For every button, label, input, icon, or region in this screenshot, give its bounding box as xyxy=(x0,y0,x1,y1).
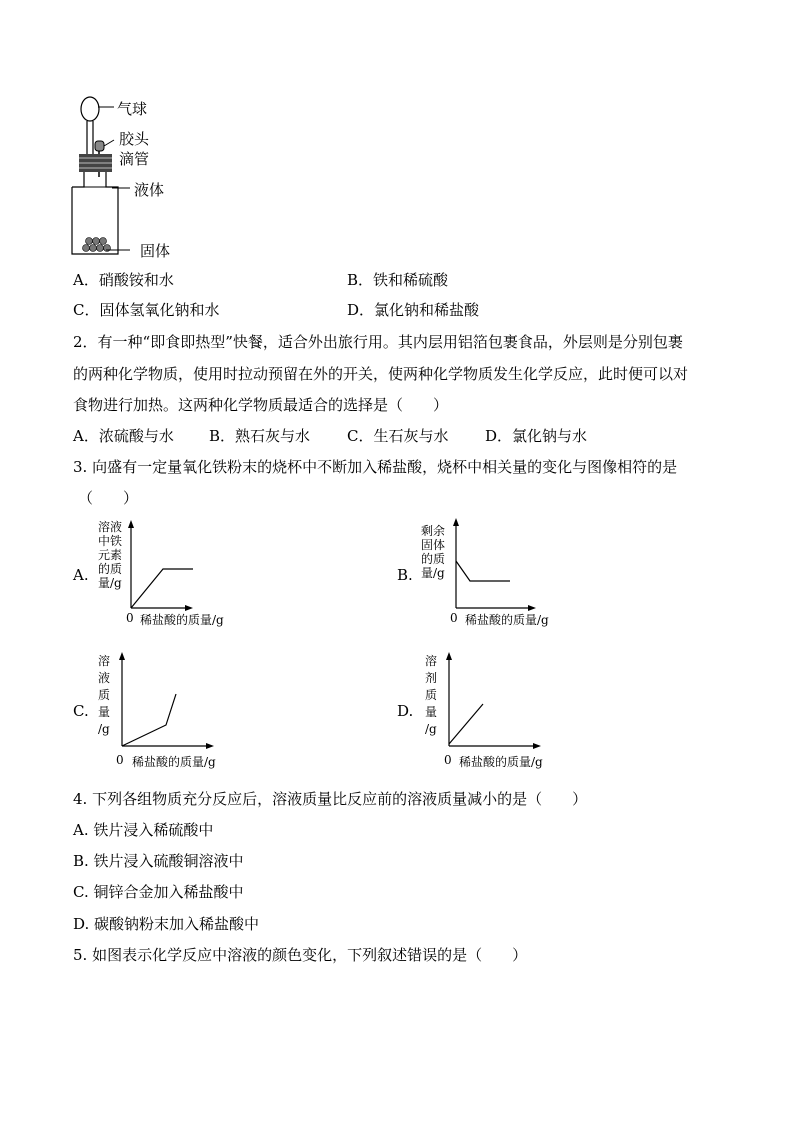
q3-graph-c-ylabel: 溶 液 质 量 /g xyxy=(98,654,111,736)
q3-graph-b-ylabel: 剩余 固体 的质 量/g xyxy=(421,524,446,580)
q3-stem-line-2: （ ） xyxy=(78,489,139,507)
q5-stem: 5. 如图表示化学反应中溶液的颜色变化，下列叙述错误的是（ ） xyxy=(73,946,528,964)
q2-stem-line-1: 2．有一种“即食即热型”快餐，适合外出旅行用。其内层用铝箔包裹食品，外层则是分别包裹 xyxy=(73,333,683,351)
q1-option-c[interactable]: C．固体氢氧化钠和水 xyxy=(73,301,220,319)
q2-stem-line-2: 的两种化学物质，使用时拉动预留在外的开关，使两种化学物质发生化学反应，此时便可以对 xyxy=(73,365,689,383)
q3-graph-d-ylabel: 溶 剂 质 量 /g xyxy=(425,654,438,736)
q3-graph-b-letter[interactable]: B. xyxy=(397,566,413,584)
q3-graph-c-origin: 0 xyxy=(116,753,124,767)
q1-option-a[interactable]: A．硝酸铵和水 xyxy=(73,271,174,289)
label-balloon: 气球 xyxy=(117,100,148,118)
q4-option-a[interactable]: A. 铁片浸入稀硫酸中 xyxy=(73,821,214,839)
q3-graph-a-xlabel: 稀盐酸的质量/g xyxy=(140,613,224,627)
dropper-bulb xyxy=(95,141,104,151)
q2-stem-line-3: 食物进行加热。这两种化学物质最适合的选择是（ ） xyxy=(73,396,449,414)
q2-option-b[interactable]: B．熟石灰与水 xyxy=(209,427,311,445)
q3-graph-b-plot xyxy=(450,518,540,612)
q3-graph-b-origin: 0 xyxy=(450,611,458,625)
q2-option-a[interactable]: A．浓硫酸与水 xyxy=(73,427,174,445)
q3-graph-d-letter[interactable]: D. xyxy=(397,702,414,720)
q3-graph-d-origin: 0 xyxy=(444,753,452,767)
q4-option-c[interactable]: C. 铜锌合金加入稀盐酸中 xyxy=(73,883,244,901)
q2-option-c[interactable]: C．生石灰与水 xyxy=(347,427,449,445)
q3-graph-c-plot xyxy=(116,652,218,750)
q1-option-b[interactable]: B．铁和稀硫酸 xyxy=(347,271,449,289)
q3-graph-a-plot xyxy=(125,520,195,612)
label-dropper-1: 胶头 xyxy=(119,130,150,148)
q3-graph-d-xlabel: 稀盐酸的质量/g xyxy=(459,755,543,769)
q3-graph-c-curve xyxy=(122,694,176,746)
q3-stem-line-1: 3. 向盛有一定量氧化铁粉末的烧杯中不断加入稀盐酸，烧杯中相关量的变化与图像相符的是 xyxy=(73,458,678,476)
q3-graph-a-curve xyxy=(131,569,193,608)
q3-graph-d-curve xyxy=(449,704,483,744)
label-dropper-2: 滴管 xyxy=(119,150,150,168)
q3-graph-c-xlabel: 稀盐酸的质量/g xyxy=(132,755,216,769)
q2-option-d[interactable]: D．氯化钠与水 xyxy=(485,427,588,445)
q4-option-b[interactable]: B. 铁片浸入硫酸铜溶液中 xyxy=(73,852,244,870)
q3-graph-a-ylabel: 溶液 中铁 元素 的质 量/g xyxy=(98,520,123,590)
q4-option-d[interactable]: D. 碳酸钠粉末加入稀盐酸中 xyxy=(73,915,260,933)
q3-graph-b-curve xyxy=(456,561,510,581)
q1-option-d[interactable]: D．氯化钠和稀盐酸 xyxy=(347,301,480,319)
q3-graph-b-xlabel: 稀盐酸的质量/g xyxy=(465,613,549,627)
q3-graph-c-letter[interactable]: C. xyxy=(73,702,89,720)
q3-graph-d-plot xyxy=(443,652,545,750)
q3-graph-a-letter[interactable]: A. xyxy=(73,566,89,584)
q3-graph-a-origin: 0 xyxy=(126,611,134,625)
q4-stem: 4. 下列各组物质充分反应后，溶液质量比反应前的溶液质量减小的是（ ） xyxy=(73,790,588,808)
label-liquid: 液体 xyxy=(134,181,165,199)
balloon-shape xyxy=(81,97,99,121)
label-solid: 固体 xyxy=(140,242,171,260)
